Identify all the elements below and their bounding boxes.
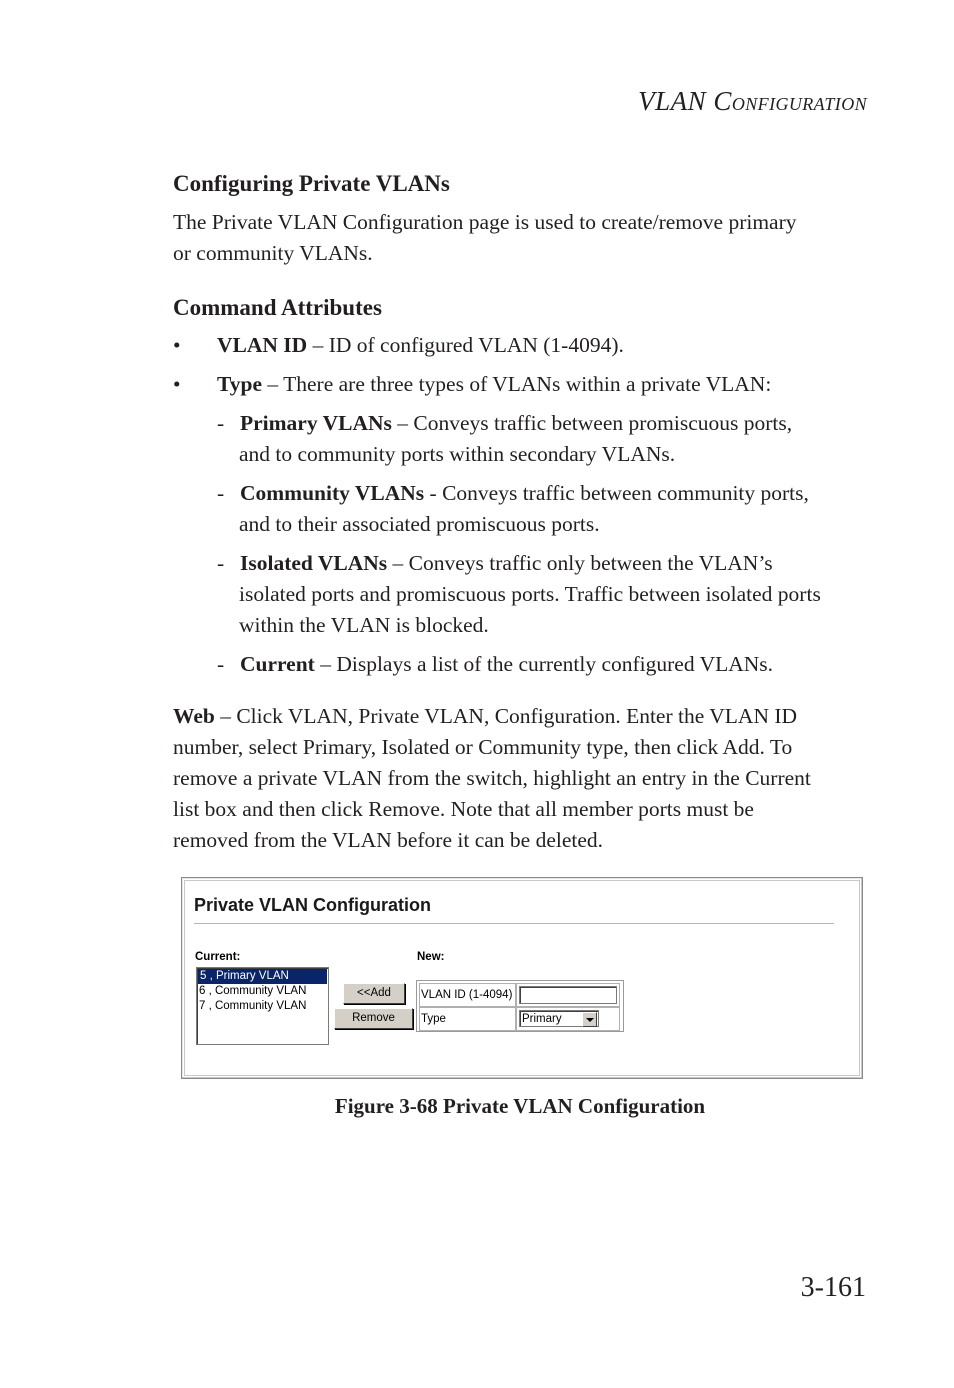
figure-page-title: Private VLAN Configuration <box>194 895 432 915</box>
bullet-vlan-id: • VLAN ID – ID of configured VLAN (1-4094). <box>173 333 624 357</box>
list-item[interactable]: 7 , Community VLAN <box>199 1000 307 1012</box>
chevron-down-icon[interactable] <box>582 1012 597 1027</box>
vlan-id-cell <box>516 983 620 1007</box>
type-select[interactable]: Primary <box>519 1010 599 1027</box>
list-item[interactable]: 5 , Primary VLAN <box>198 969 327 984</box>
list-item[interactable]: 6 , Community VLAN <box>199 985 307 997</box>
section-intro: The Private VLAN Configuration page is used to create/remove primary or community VLANs. <box>173 210 797 265</box>
subitem-isolated: - Isolated VLANs – Conveys traffic only between the VLAN’s isolated ports and promiscuous ports. Traffic between isolated ports within the VLAN is blocked. <box>217 551 821 637</box>
figure-caption: Figure 3-68 Private VLAN Configuration <box>334 1094 706 1118</box>
current-vlan-listbox[interactable] <box>196 967 329 1045</box>
running-head: VLAN CONFIGURATION <box>638 86 867 116</box>
vlan-id-input[interactable] <box>519 986 617 1004</box>
add-button[interactable]: <<Add <box>343 983 405 1004</box>
subitem-community: - Community VLANs - Conveys traffic between community ports, and to their associated promiscuous ports. <box>217 481 809 536</box>
subitem-primary: - Primary VLANs – Conveys traffic between promiscuous ports, and to community ports within secondary VLANs. <box>217 411 793 466</box>
type-cell <box>516 1007 620 1031</box>
figure-divider <box>194 923 834 925</box>
new-vlan-form <box>416 980 624 1032</box>
figure-screenshot <box>181 877 863 1079</box>
attributes-title: Command Attributes <box>173 295 382 320</box>
vlan-id-label: VLAN ID (1-4094) <box>419 983 516 1007</box>
section-title: Configuring Private VLANs <box>173 171 450 196</box>
bullet-type: • Type – There are three types of VLANs within a private VLAN: <box>173 372 772 396</box>
current-label: Current: <box>195 951 241 963</box>
new-label: New: <box>417 951 445 963</box>
subitem-current: - Current – Displays a list of the currently configured VLANs. <box>217 652 774 676</box>
web-instructions: Web – Click VLAN, Private VLAN, Configuration. Enter the VLAN ID number, select Primary, Isolated or Community type, then click Add. To remove a private VLAN from the switch, highlight an entry in the Current list box and then click Remove. Note that all member ports must be removed from the VLAN before it can be deleted. <box>173 704 811 852</box>
page-number: 3-161 <box>800 1272 866 1303</box>
remove-button[interactable]: Remove <box>334 1008 413 1029</box>
type-label: Type <box>419 1007 516 1031</box>
